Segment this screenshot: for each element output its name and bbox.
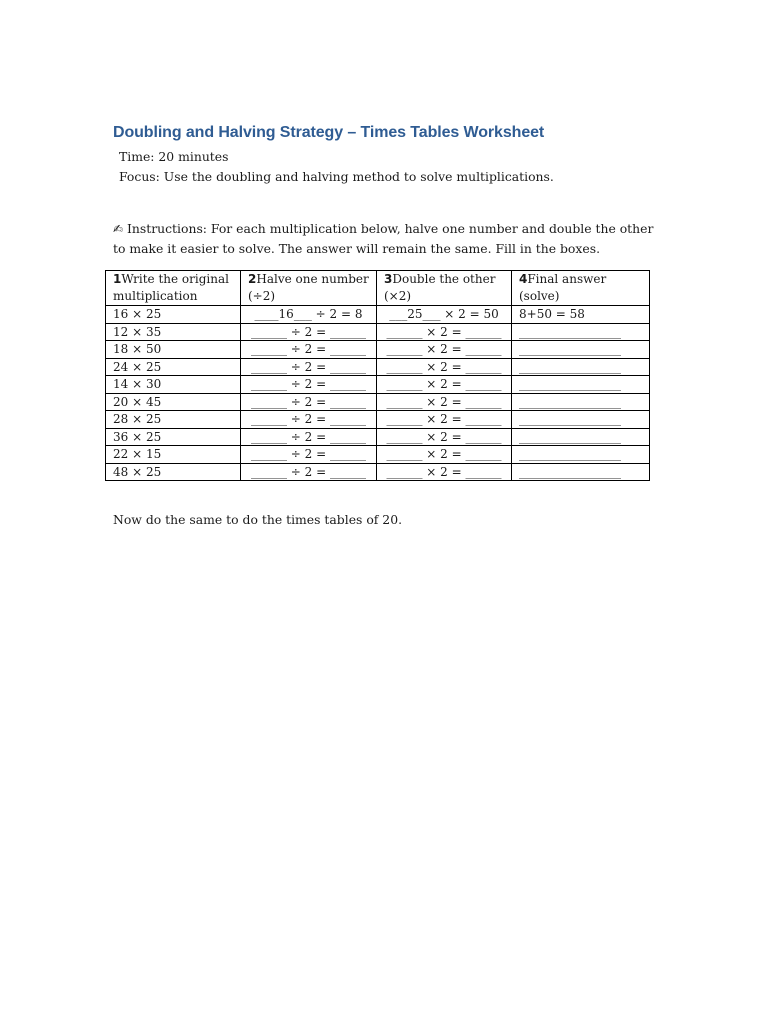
answer-cell[interactable]: _________________	[512, 463, 650, 481]
answer-cell[interactable]: _________________	[512, 428, 650, 446]
halve-cell[interactable]: ______ ÷ 2 = ______	[241, 323, 377, 341]
halve-cell[interactable]: ______ ÷ 2 = ______	[241, 393, 377, 411]
original-cell: 22 × 15	[106, 446, 241, 464]
double-cell[interactable]: ______ × 2 = ______	[377, 376, 512, 394]
writing-hand-icon: ✍	[113, 222, 124, 236]
footer-note: Now do the same to do the times tables of 20.	[113, 512, 403, 527]
table-row	[106, 323, 650, 341]
table-row	[106, 306, 650, 324]
instructions-text: Instructions: For each multiplication below, halve one number and double the other to make it easier to solve. The answer will remain the same. Fill in the boxes.	[113, 221, 654, 256]
double-cell[interactable]: ______ × 2 = ______	[377, 428, 512, 446]
double-cell[interactable]: ______ × 2 = ______	[377, 323, 512, 341]
double-cell[interactable]: ______ × 2 = ______	[377, 341, 512, 359]
header-label: Write the original multiplication	[113, 272, 229, 303]
original-cell: 12 × 35	[106, 323, 241, 341]
original-cell: 24 × 25	[106, 358, 241, 376]
original-cell: 28 × 25	[106, 411, 241, 429]
double-cell[interactable]: ______ × 2 = ______	[377, 446, 512, 464]
answer-cell[interactable]: 8+50 = 58	[512, 306, 650, 324]
header-label: Final answer (solve)	[519, 272, 607, 303]
answer-cell[interactable]: _________________	[512, 323, 650, 341]
header-label: Double the other (×2)	[384, 272, 496, 303]
double-cell[interactable]: ______ × 2 = ______	[377, 463, 512, 481]
answer-cell[interactable]: _________________	[512, 376, 650, 394]
double-cell[interactable]: ______ × 2 = ______	[377, 411, 512, 429]
halve-cell[interactable]: ______ ÷ 2 = ______	[241, 358, 377, 376]
table-row	[106, 393, 650, 411]
worksheet-table	[105, 270, 650, 481]
answer-cell[interactable]: _________________	[512, 341, 650, 359]
table-row	[106, 341, 650, 359]
table-row	[106, 428, 650, 446]
halve-cell[interactable]: ______ ÷ 2 = ______	[241, 341, 377, 359]
answer-cell[interactable]: _________________	[512, 393, 650, 411]
header-final	[512, 271, 650, 306]
original-cell: 16 × 25	[106, 306, 241, 324]
header-halve	[241, 271, 377, 306]
worksheet-title: Doubling and Halving Strategy – Times Tables Worksheet	[113, 124, 545, 141]
header-label: Halve one number (÷2)	[248, 272, 369, 303]
focus-line: Focus: Use the doubling and halving method to solve multiplications.	[119, 169, 554, 184]
header-number: 2	[248, 272, 257, 286]
halve-cell[interactable]: ____16___ ÷ 2 = 8	[241, 306, 377, 324]
time-line: Time: 20 minutes	[119, 149, 229, 164]
header-number: 4	[519, 272, 528, 286]
header-double	[377, 271, 512, 306]
table-row	[106, 358, 650, 376]
header-number: 1	[113, 272, 122, 286]
double-cell[interactable]: ___25___ × 2 = 50	[377, 306, 512, 324]
table-row	[106, 463, 650, 481]
header-number: 3	[384, 272, 393, 286]
header-original	[106, 271, 241, 306]
table-row	[106, 446, 650, 464]
double-cell[interactable]: ______ × 2 = ______	[377, 358, 512, 376]
table-row	[106, 376, 650, 394]
instructions	[113, 219, 658, 259]
halve-cell[interactable]: ______ ÷ 2 = ______	[241, 411, 377, 429]
original-cell: 48 × 25	[106, 463, 241, 481]
table-row	[106, 411, 650, 429]
original-cell: 18 × 50	[106, 341, 241, 359]
halve-cell[interactable]: ______ ÷ 2 = ______	[241, 376, 377, 394]
halve-cell[interactable]: ______ ÷ 2 = ______	[241, 463, 377, 481]
halve-cell[interactable]: ______ ÷ 2 = ______	[241, 428, 377, 446]
halve-cell[interactable]: ______ ÷ 2 = ______	[241, 446, 377, 464]
answer-cell[interactable]: _________________	[512, 446, 650, 464]
original-cell: 20 × 45	[106, 393, 241, 411]
answer-cell[interactable]: _________________	[512, 411, 650, 429]
table-header-row	[106, 271, 650, 306]
original-cell: 14 × 30	[106, 376, 241, 394]
answer-cell[interactable]: _________________	[512, 358, 650, 376]
original-cell: 36 × 25	[106, 428, 241, 446]
double-cell[interactable]: ______ × 2 = ______	[377, 393, 512, 411]
